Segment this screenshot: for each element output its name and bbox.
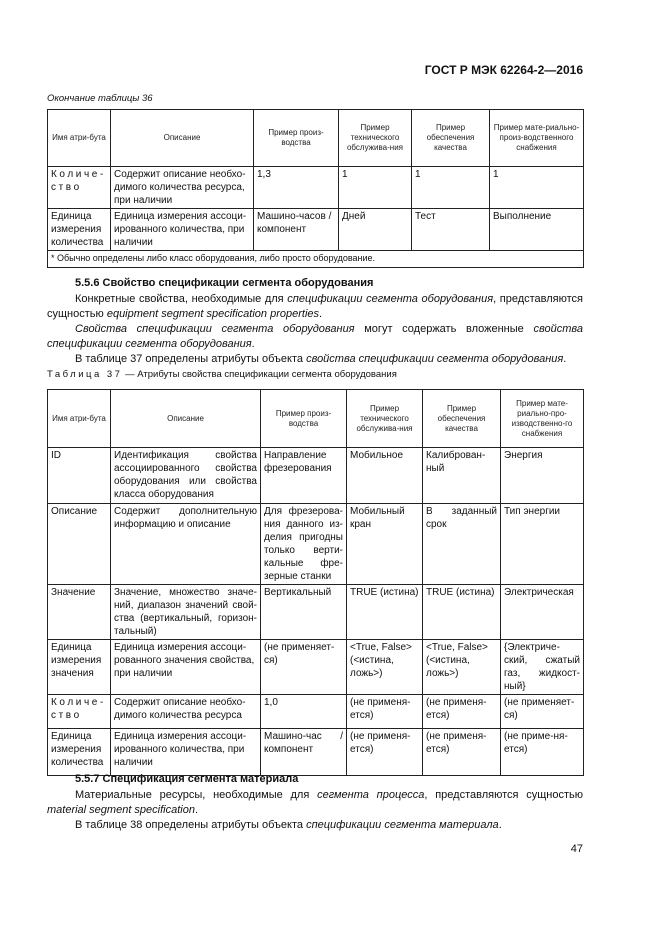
paragraph: В таблице 37 определены атрибуты объекта свойства спецификации сегмента оборудования. <box>75 353 567 365</box>
header-cell: Пример мате-риально-произ-водственного снабжения <box>490 110 584 167</box>
table-cell: Единица измерения ассоци-ированного количества, при наличии <box>111 729 261 776</box>
section-5-5-7-title: 5.5.7 Спецификация сегмента материала <box>75 773 299 785</box>
document-code: ГОСТ Р МЭК 62264-2—2016 <box>424 63 583 77</box>
table-cell: TRUE (истина) <box>347 585 423 640</box>
table-cell: (не применя-ется) <box>423 729 501 776</box>
table-cell: Тест <box>412 209 490 251</box>
table-cell: (не приме-ня-ется) <box>501 729 584 776</box>
section-5-5-6-title: 5.5.6 Свойство спецификации сегмента оборудования <box>75 277 374 289</box>
table-cell: (не применяет-ся) <box>501 695 584 729</box>
table-37-caption: Таблица 37 — Атрибуты свойства спецификации сегмента оборудования <box>47 369 397 380</box>
table-cell: Вертикальный <box>261 585 347 640</box>
table-cell: Идентификация свойства ассоциированного свойства оборудования или свойства класса оборудования <box>111 448 261 504</box>
table-cell: Мобильное <box>347 448 423 504</box>
header-cell: Имя атри-бута <box>48 110 111 167</box>
table-cell: (не применя-ется) <box>347 695 423 729</box>
table-row <box>48 167 584 209</box>
table-cell: Единица измерения количества <box>48 209 111 251</box>
header-cell: Пример технического обслужива-ния <box>339 110 412 167</box>
table-cell: Машино-час / компонент <box>261 729 347 776</box>
page-number: 47 <box>570 843 583 855</box>
header-cell: Пример мате-риально-про-изводственно-го снабжения <box>501 390 584 448</box>
table-cell: Значение <box>48 585 111 640</box>
table-cell: Калиброван-ный <box>423 448 501 504</box>
section-5-5-7-body <box>47 788 583 833</box>
table-cell: Количе-ство <box>48 167 111 209</box>
table-cell: 1 <box>339 167 412 209</box>
table-cell: 1 <box>412 167 490 209</box>
table-cell: (не применя-ется) <box>423 695 501 729</box>
table-cell: 1,3 <box>254 167 339 209</box>
table-37 <box>47 389 584 776</box>
table-row <box>48 695 584 729</box>
header-cell: Пример произ-водства <box>254 110 339 167</box>
paragraph: Свойства спецификации сегмента оборудования могут содержать вложенные свойства спецификации сегмента оборудования. <box>47 323 583 350</box>
table-row <box>48 209 584 251</box>
section-5-5-6-body <box>47 292 583 367</box>
table-cell: Значение, множество значе-ний, диапазон значений свой-ства (вертикальный, горизон-тальный) <box>111 585 261 640</box>
table-cell: Содержит описание необхо-димого количества ресурса <box>111 695 261 729</box>
header-cell: Описание <box>111 390 261 448</box>
table-36-caption: Окончание таблицы 36 <box>47 93 153 104</box>
table-footnote: * Обычно определены либо класс оборудования, либо просто оборудование. <box>48 251 584 268</box>
header-cell: Описание <box>111 110 254 167</box>
table-cell: Электрическая <box>501 585 584 640</box>
paragraph: Конкретные свойства, необходимые для спецификации сегмента оборудования, представляются сущностью equipment segment specification properties. <box>47 293 584 320</box>
table-cell: Единица измерения ассоци-рованного значения свойства, при наличии <box>111 640 261 695</box>
table-cell: Энергия <box>501 448 584 504</box>
table-cell: (не применяет-ся) <box>261 640 347 695</box>
header-cell: Пример обеспечения качества <box>412 110 490 167</box>
table-cell: <True, False> (<истина, ложь>) <box>347 640 423 695</box>
table-cell: Содержит дополнительную информацию и описание <box>111 504 261 585</box>
table-row <box>48 729 584 776</box>
table-cell: Дней <box>339 209 412 251</box>
table-cell: В заданный срок <box>423 504 501 585</box>
table-cell: Описание <box>48 504 111 585</box>
table-header-row <box>48 110 584 167</box>
table-row <box>48 448 584 504</box>
table-cell: Количе-ство <box>48 695 111 729</box>
table-cell: {Электриче-ский, сжатый газ, жидкост-ный} <box>501 640 584 695</box>
table-cell: Содержит описание необхо-димого количества ресурса, при наличии <box>111 167 254 209</box>
table-cell: <True, False> (<истина, ложь>) <box>423 640 501 695</box>
table-cell: Тип энергии <box>501 504 584 585</box>
header-cell: Пример технического обслужива-ния <box>347 390 423 448</box>
header-cell: Пример обеспечения качества <box>423 390 501 448</box>
table-cell: Для фрезерова-ния данного из-делия пригодны только верти-кальные фре-зерные станки <box>261 504 347 585</box>
table-row <box>48 504 584 585</box>
table-cell: TRUE (истина) <box>423 585 501 640</box>
header-cell: Имя атри-бута <box>48 390 111 448</box>
table-row <box>48 640 584 695</box>
paragraph: Материальные ресурсы, необходимые для сегмента процесса, представляются сущностью material segment specification. <box>47 789 583 816</box>
table-header-row <box>48 390 584 448</box>
table-cell: 1 <box>490 167 584 209</box>
header-cell: Пример произ-водства <box>261 390 347 448</box>
table-cell: Мобильный кран <box>347 504 423 585</box>
table-36 <box>47 109 584 268</box>
table-cell: Выполнение <box>490 209 584 251</box>
table-cell: Направление фрезерования <box>261 448 347 504</box>
table-cell: Единица измерения количества <box>48 729 111 776</box>
table-cell: 1,0 <box>261 695 347 729</box>
table-cell: Единица измерения значения <box>48 640 111 695</box>
table-footnote-row <box>48 251 584 268</box>
table-cell: Единица измерения ассоци-ированного количества, при наличии <box>111 209 254 251</box>
table-row <box>48 585 584 640</box>
table-cell: Машино-часов / компонент <box>254 209 339 251</box>
table-cell: ID <box>48 448 111 504</box>
paragraph: В таблице 38 определены атрибуты объекта спецификации сегмента материала. <box>75 819 502 831</box>
table-cell: (не применя-ется) <box>347 729 423 776</box>
